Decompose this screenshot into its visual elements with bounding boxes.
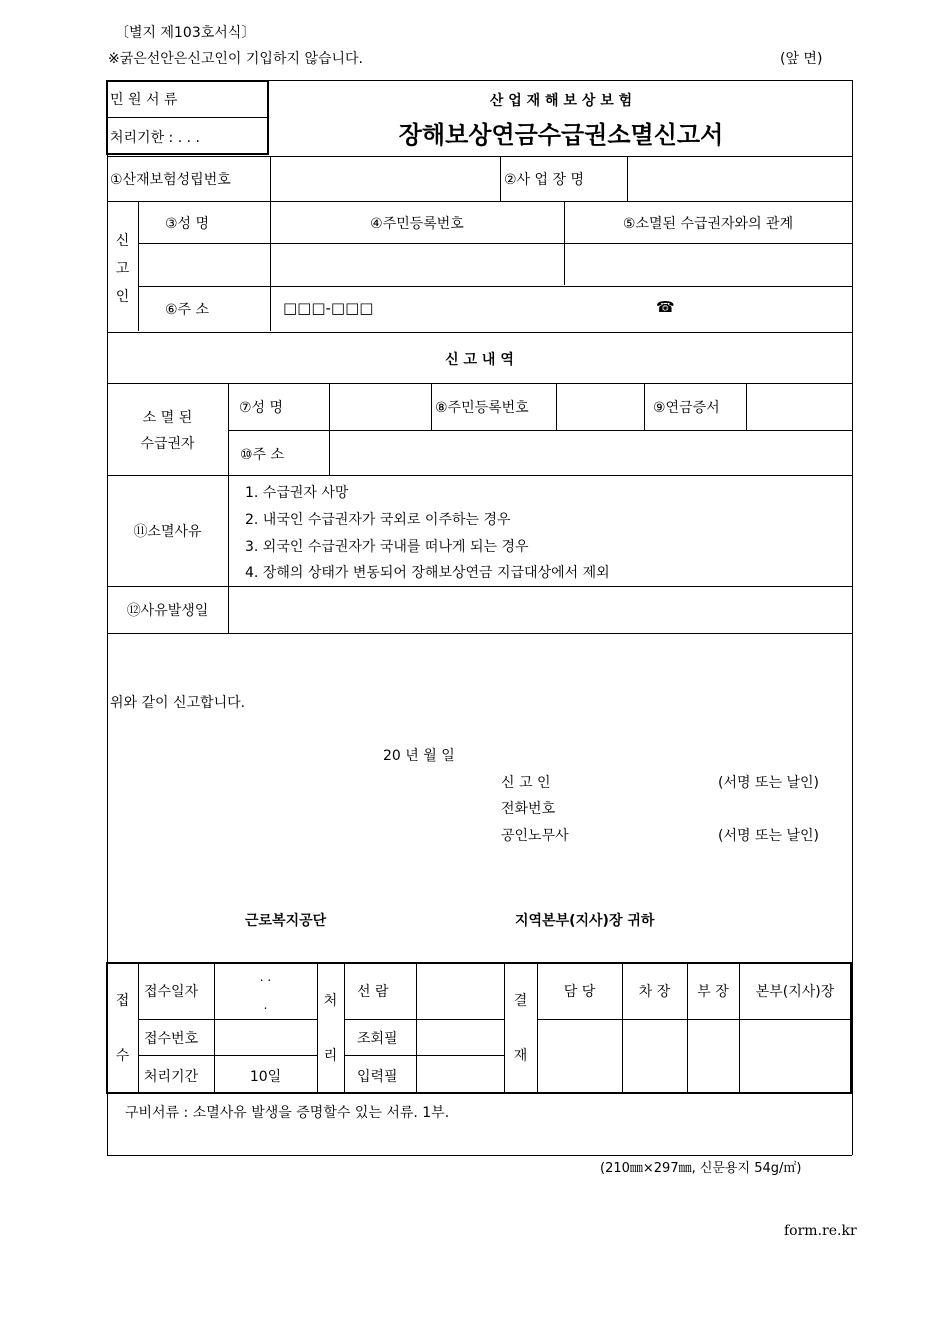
reporter-sign-label: 신 고 인 <box>501 775 551 791</box>
office-divider-d <box>344 963 345 1093</box>
receipt-char-2: 수 <box>115 1048 130 1064</box>
addressee: 지역본부(지사)장 귀하 <box>515 913 655 929</box>
details-heading-bottom <box>107 383 852 384</box>
holder-certificate-label: ⑨연금증서 <box>653 400 720 416</box>
reporter-rrn-label: ④주민등록번호 <box>370 216 464 232</box>
reporter-rrn-field[interactable] <box>272 245 562 285</box>
holder-divider-1 <box>228 383 229 475</box>
input-label: 입력필 <box>357 1069 398 1085</box>
reason-item-4[interactable]: 4. 장해의 상태가 변동되어 장해보상연금 지급대상에서 제외 <box>245 565 610 581</box>
reporter-relation-field[interactable] <box>566 245 850 285</box>
reporter-relation-label: ⑤소멸된 수급권자와의 관계 <box>622 216 794 232</box>
insurance-no-label: ①산재보험성립번호 <box>110 172 231 188</box>
row1-divider-1 <box>270 156 271 201</box>
reporter-address-label: ⑥주 소 <box>165 302 210 318</box>
attorney-label: 공인노무사 <box>501 828 569 844</box>
holder-rrn-label: ⑧주민등록번호 <box>435 400 529 416</box>
holder-mid-line <box>228 430 852 431</box>
receipt-section-label <box>107 990 138 1065</box>
row1-divider-3 <box>627 156 628 201</box>
reporter-name-label: ③성 명 <box>165 216 210 232</box>
receipt-no-field[interactable] <box>216 1021 316 1054</box>
occurrence-top-line <box>107 586 852 587</box>
receipt-date-label: 접수일자 <box>144 984 199 1000</box>
holder-rrn-field[interactable] <box>558 385 642 428</box>
postcode-boxes[interactable]: □□□-□□□ <box>283 299 374 317</box>
reporter-mid-line-2 <box>138 286 852 287</box>
approval-char-1: 결 <box>513 993 528 1009</box>
civil-doc-divider <box>107 117 269 118</box>
receipt-date-dots-2: . <box>263 998 268 1012</box>
details-heading: 신 고 내 역 <box>445 352 514 368</box>
notice-text: ※굵은선안은신고인이 기입하지 않습니다. <box>108 51 363 67</box>
reporter-side-divider <box>138 201 139 331</box>
workplace-field[interactable] <box>629 158 850 199</box>
reasons-label: ⑪소멸사유 <box>133 524 202 540</box>
holder-name-field[interactable] <box>331 385 429 428</box>
civil-doc-label: 민 원 서 류 <box>110 92 178 108</box>
occurrence-label: ⑫사유발생일 <box>126 603 209 619</box>
holder-address-label: ⑩주 소 <box>240 447 285 463</box>
office-process-line-2 <box>344 1055 504 1056</box>
deadline-label: 처리기한 : . . . <box>110 130 200 146</box>
holder-divider-4 <box>556 383 557 430</box>
reporter-sign-note: (서명 또는 날인) <box>718 775 819 791</box>
insurance-no-field[interactable] <box>272 158 498 199</box>
reporter-char-3: 인 <box>115 289 130 305</box>
holder-divider-5 <box>644 383 645 430</box>
charge-label: 담 당 <box>563 984 596 1000</box>
holder-label-line1: 소 멸 된 <box>142 410 193 426</box>
reasons-divider <box>228 475 229 633</box>
row1-divider-2 <box>500 156 501 201</box>
declaration-top-line <box>107 633 852 634</box>
reporter-top-line <box>107 201 852 202</box>
receipt-char-1: 접 <box>115 993 130 1009</box>
approval-char-2: 재 <box>513 1048 528 1064</box>
reason-item-2[interactable]: 2. 내국인 수급권자가 국외로 이주하는 경우 <box>245 512 511 528</box>
head-label: 본부(지사)장 <box>755 984 835 1000</box>
reporter-char-1: 신 <box>115 233 130 249</box>
reporter-mid-line-1 <box>138 243 852 244</box>
reasons-top-line <box>107 475 852 476</box>
period-label: 처리기간 <box>144 1069 199 1085</box>
workplace-label: ②사 업 장 명 <box>504 172 584 188</box>
review-label: 선 람 <box>357 984 389 1000</box>
agency-name: 근로복지공단 <box>245 913 327 929</box>
form-title: 장해보상연금수급권소멸신고서 <box>398 121 724 149</box>
form-subtitle: 산 업 재 해 보 상 보 험 <box>489 93 633 109</box>
form-number: 〔별지 제103호서식〕 <box>115 25 256 41</box>
phone-label: 전화번호 <box>501 801 556 817</box>
reporter-char-2: 고 <box>115 261 130 277</box>
process-section-label <box>317 990 344 1065</box>
row1-top-line <box>107 156 852 157</box>
holder-name-label: ⑦성 명 <box>239 400 284 416</box>
office-divider-e <box>416 963 417 1093</box>
declaration-date[interactable]: 20 년 월 일 <box>383 748 455 764</box>
outer-bottom-line <box>107 1155 852 1156</box>
phone-icon: ☎ <box>656 298 675 316</box>
outer-right-line <box>852 80 853 1155</box>
declaration-text: 위와 같이 신고합니다. <box>110 695 246 711</box>
receipt-date-dots-1: . . <box>259 970 272 984</box>
reporter-name-field[interactable] <box>140 245 268 285</box>
required-documents: 구비서류 : 소멸사유 발생을 증명할수 있는 서류. 1부. <box>125 1105 450 1121</box>
process-char-2: 리 <box>323 1048 338 1064</box>
occurrence-field[interactable] <box>230 588 850 632</box>
reason-item-3[interactable]: 3. 외국인 수급권자가 국내를 떠나게 되는 경우 <box>245 539 529 555</box>
holder-divider-2 <box>329 383 330 475</box>
period-value: 10일 <box>249 1069 282 1085</box>
site-watermark: form.re.kr <box>784 1223 857 1239</box>
holder-certificate-field[interactable] <box>748 385 850 428</box>
approval-section-label <box>504 990 537 1065</box>
reason-item-1[interactable]: 1. 수급권자 사망 <box>245 485 349 501</box>
office-receipt-line-1 <box>138 1019 317 1020</box>
office-process-line-1 <box>344 1019 504 1020</box>
office-approval-line <box>537 1019 851 1020</box>
manager-label: 부 장 <box>697 984 729 1000</box>
holder-divider-3 <box>431 383 432 430</box>
reporter-section-label <box>107 230 138 306</box>
process-char-1: 처 <box>323 993 338 1009</box>
paper-spec: (210㎜×297㎜, 신문용지 54g/㎡) <box>600 1161 802 1176</box>
receipt-no-label: 접수번호 <box>144 1031 199 1047</box>
deputy-label: 차 장 <box>638 984 671 1000</box>
holder-divider-6 <box>746 383 747 430</box>
page-side: (앞 면) <box>780 51 823 67</box>
details-top-line <box>107 332 852 333</box>
attorney-sign-note: (서명 또는 날인) <box>718 828 819 844</box>
holder-label-line2: 수급권자 <box>140 436 195 452</box>
office-divider-a <box>138 963 139 1093</box>
check-label: 조회필 <box>357 1031 398 1047</box>
holder-address-field[interactable] <box>331 432 850 474</box>
office-receipt-line-2 <box>138 1055 317 1056</box>
